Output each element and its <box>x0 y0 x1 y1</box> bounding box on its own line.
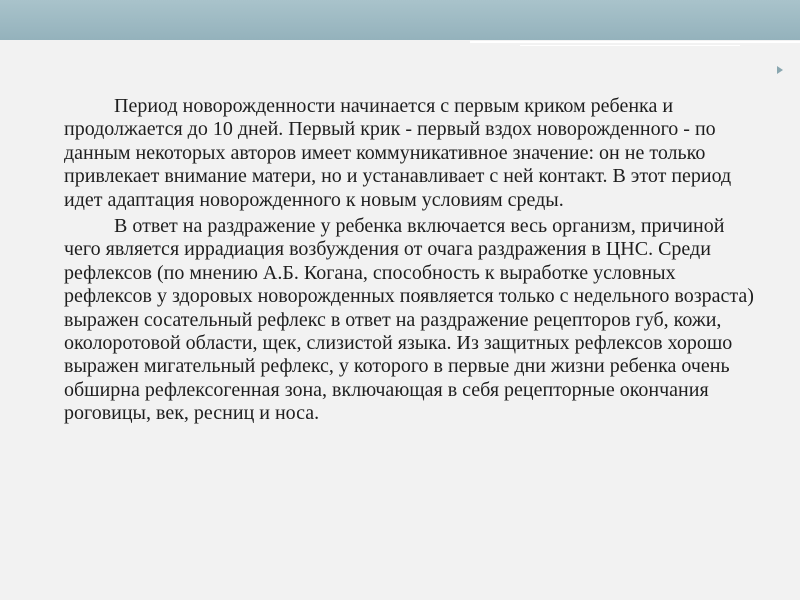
header-accent-line-thin <box>520 45 740 46</box>
slide-marker-icon <box>777 66 783 74</box>
paragraph-reflexes: В ответ на раздражение у ребенка включается весь организм, причиной чего является иррадиация возбуждения от очага раздражения в ЦНС. Среди рефлексов (по мнению А.Б. Когана, способность к выработке условных рефлексов у здоровых новорожденных появляется только с недельного возраста) выражен сосательный рефлекс в ответ на раздражение рецепторов губ, кожи, околоротовой области, щек, слизистой языка. Из защитных рефлексов хорошо выражен мигательный рефлекс, у которого в первые дни жизни ребенка очень обширна рефлексогенная зона, включающая в себя рецепторные окончания роговицы, век, ресниц и носа. <box>64 215 754 425</box>
slide-body <box>64 95 764 429</box>
header-band <box>0 0 800 40</box>
header-accent-line <box>470 41 800 43</box>
paragraph-newborn-period: Период новорожденности начинается с первым криком ребенка и продолжается до 10 дней. Первый крик - первый вздох новорожденного - по данным некоторых авторов имеет коммуникативное значение: он не только привлекает внимание матери, но и устанавливает с ней контакт. В этот период идет адаптация новорожденного к новым условиям среды. <box>64 95 732 211</box>
